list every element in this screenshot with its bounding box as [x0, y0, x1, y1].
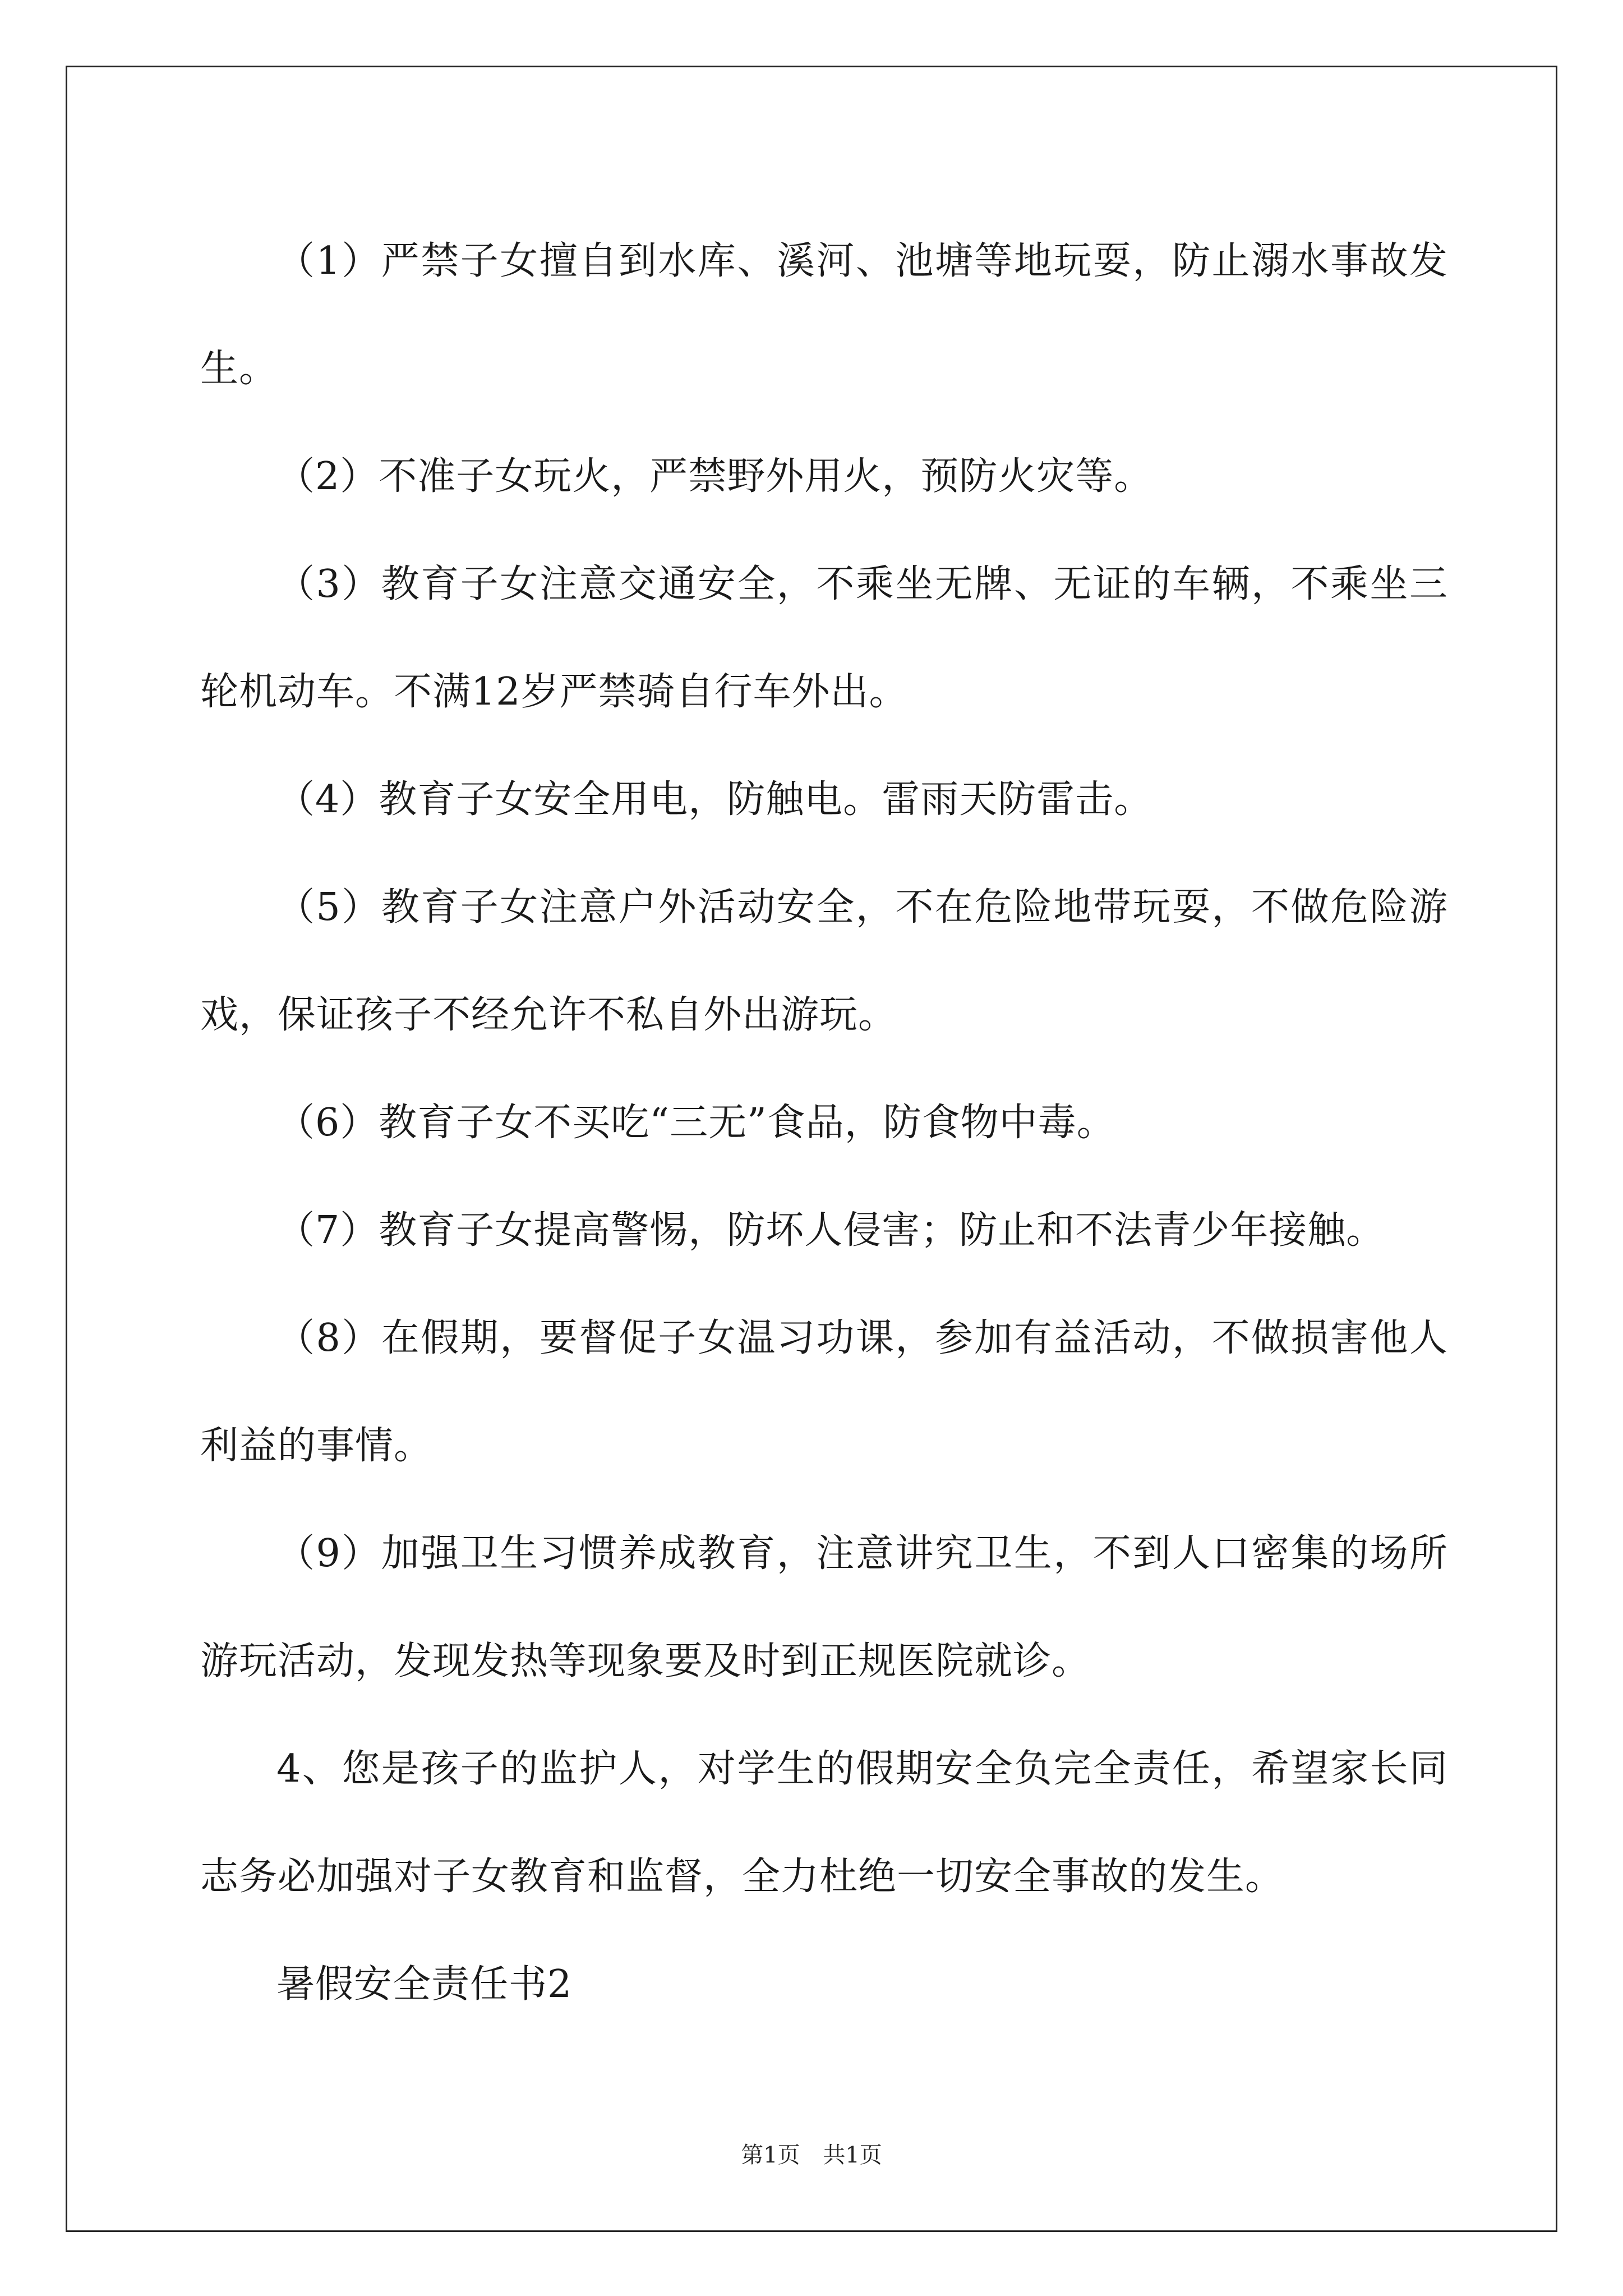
paragraph-item-8: （8）在假期，要督促子女温习功课，参加有益活动，不做损害他人利益的事情。: [200, 1316, 1448, 1468]
paragraph-item-9: （9）加强卫生习惯养成教育，注意讲究卫生，不到人口密集的场所游玩活动，发现发热等现象要及时到正规医院就诊。: [200, 1531, 1448, 1683]
paragraph-item-2: （2）不准子女玩火，严禁野外用火，预防火灾等。: [276, 454, 1153, 499]
page-number: 第1页: [741, 2142, 800, 2168]
paragraph-item-7: （7）教育子女提高警惕，防坏人侵害；防止和不法青少年接触。: [276, 1208, 1385, 1253]
guardian-responsibility-paragraph: 4、您是孩子的监护人，对学生的假期安全负完全责任，希望家长同志务必加强对子女教育和监督，全力杜绝一切安全事故的发生。: [200, 1747, 1448, 1899]
page-total: 共1页: [823, 2142, 882, 2168]
page-footer: [0, 2137, 1623, 2169]
document-body: [200, 208, 1448, 2039]
paragraph-item-5: （5）教育子女注意户外活动安全，不在危险地带玩耍，不做危险游戏，保证孩子不经允许不私自外出游玩。: [200, 885, 1448, 1037]
section-title: 暑假安全责任书2: [276, 1962, 573, 2007]
paragraph-item-3: （3）教育子女注意交通安全，不乘坐无牌、无证的车辆，不乘坐三轮机动车。不满12岁严禁骑自行车外出。: [200, 562, 1448, 714]
paragraph-item-6: （6）教育子女不买吃“三无”食品，防食物中毒。: [276, 1101, 1115, 1145]
paragraph-item-4: （4）教育子女安全用电，防触电。雷雨天防雷击。: [276, 777, 1153, 822]
paragraph-item-1: （1）严禁子女擅自到水库、溪河、池塘等地玩耍，防止溺水事故发生。: [200, 239, 1448, 391]
